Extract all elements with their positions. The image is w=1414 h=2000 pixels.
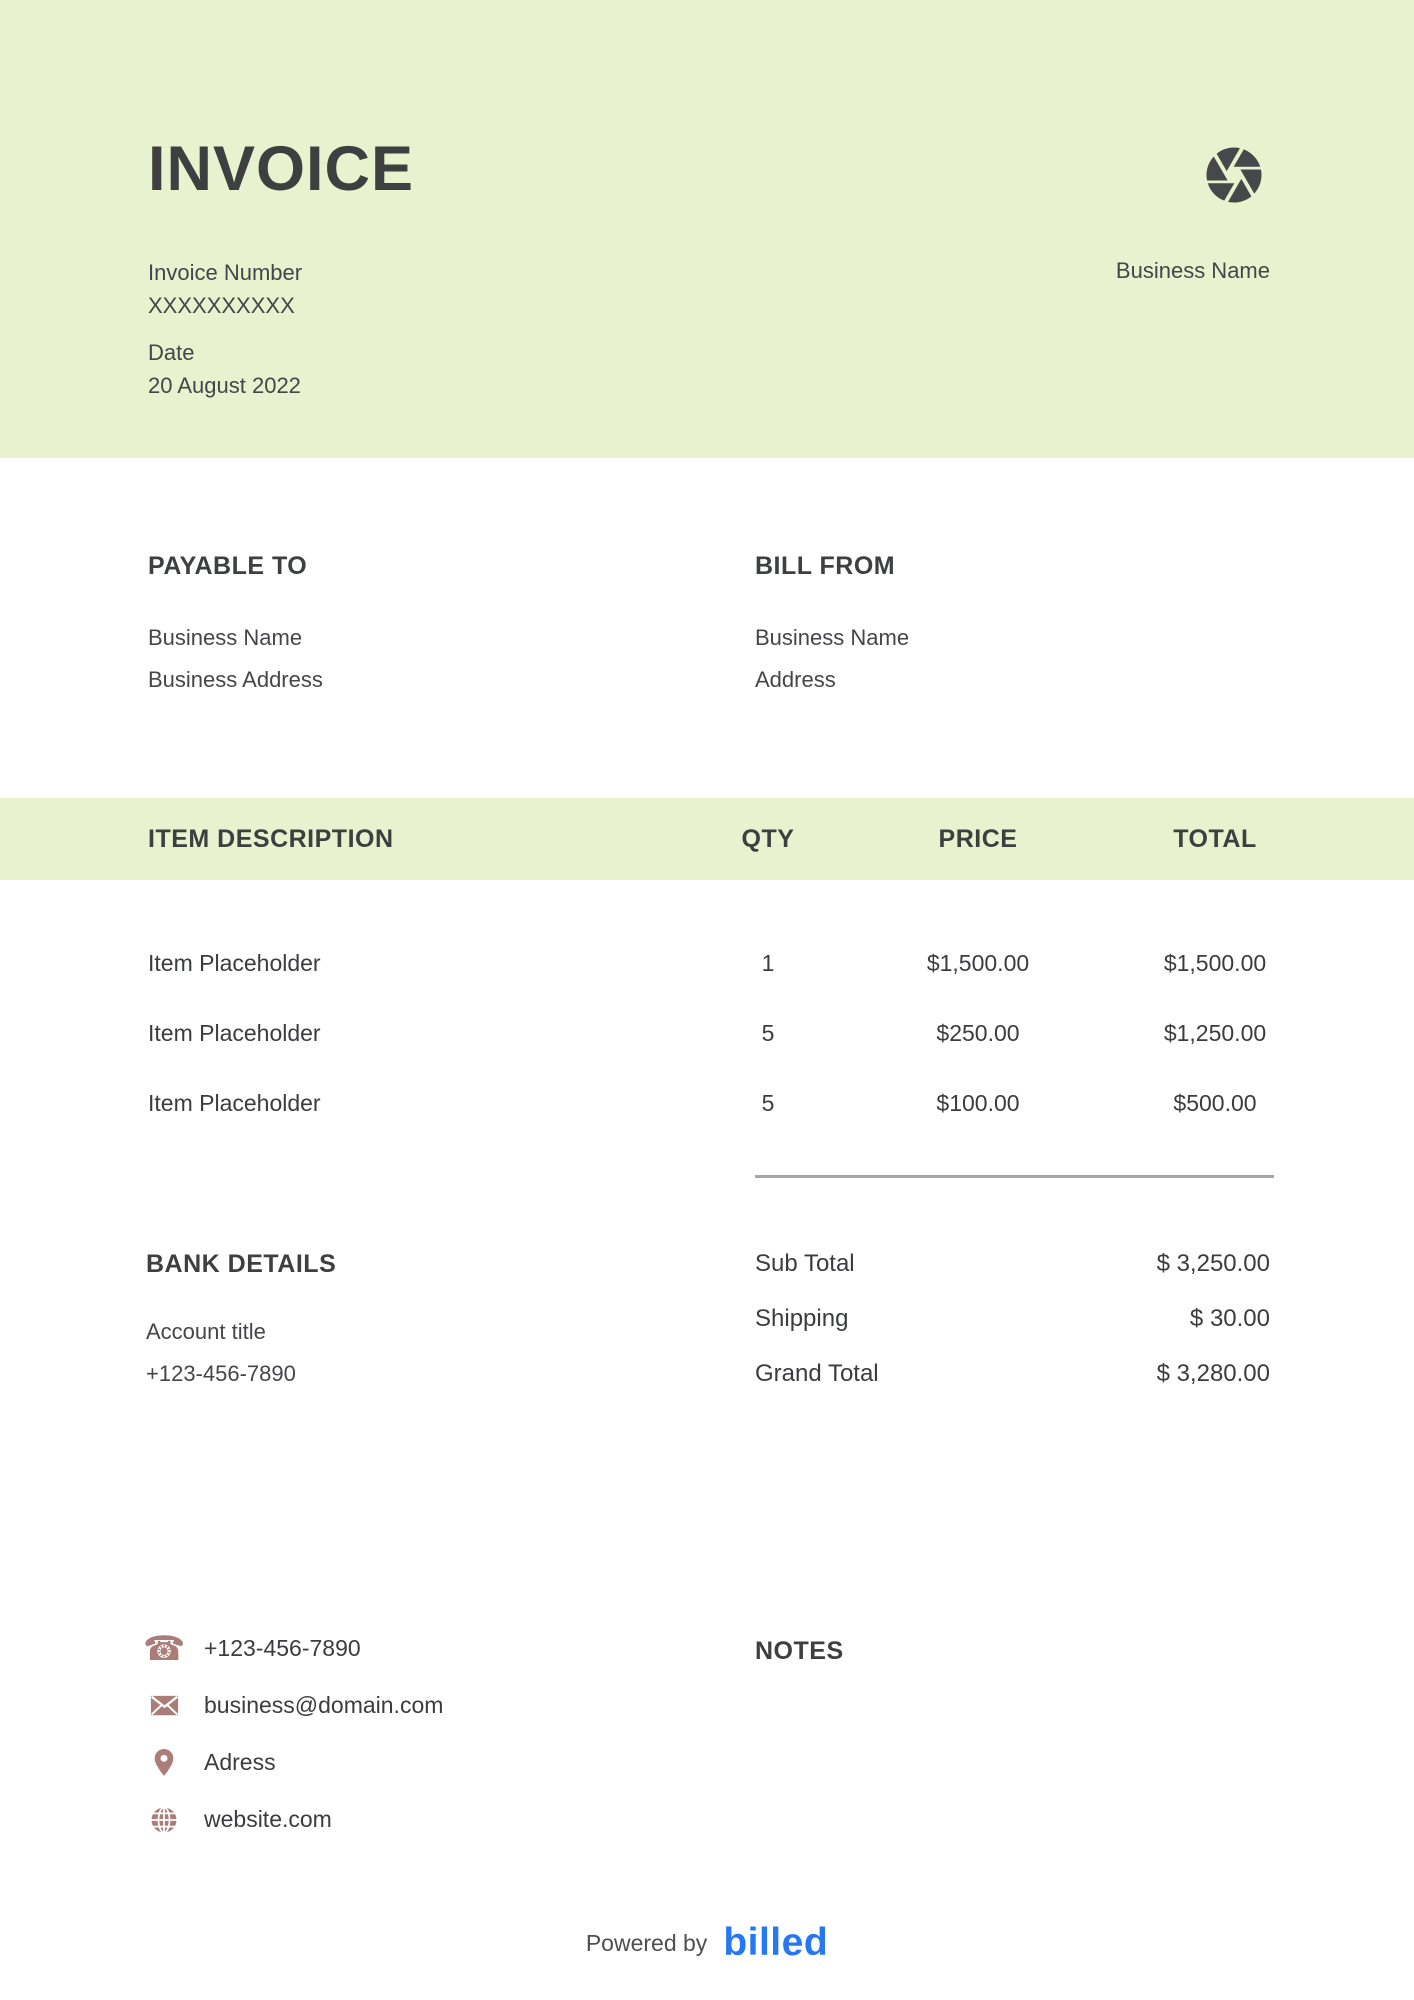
powered-by-label: Powered by	[585, 1929, 708, 1956]
bill-from-name: Business Name	[755, 625, 910, 650]
bank-details-section	[146, 1250, 336, 1395]
payable-to-heading: PAYABLE TO	[148, 552, 308, 580]
contact-phone-row	[142, 1620, 443, 1677]
bill-from-section	[755, 552, 909, 701]
bank-account-number: +123-456-7890	[146, 1361, 296, 1386]
location-icon	[146, 1747, 182, 1779]
contact-website-text: website.com	[204, 1806, 332, 1832]
column-header-total: TOTAL	[1173, 824, 1257, 853]
payable-to-name: Business Name	[148, 625, 303, 650]
payable-to-address: Business Address	[148, 667, 323, 692]
billed-logo: billed	[723, 1921, 829, 1964]
phone-icon: ☎	[142, 1628, 186, 1669]
item-description: Item Placeholder	[148, 949, 321, 976]
invoice-date-value: 20 August 2022	[148, 373, 301, 398]
contact-section	[142, 1620, 444, 1848]
subtotal-value: $ 3,250.00	[1156, 1249, 1270, 1277]
invoice-date-label: Date	[148, 340, 195, 365]
contact-email-text: business@domain.com	[204, 1692, 444, 1718]
item-price: $250.00	[936, 1019, 1020, 1046]
totals-summary	[755, 1236, 1270, 1401]
totals-divider	[755, 1175, 1274, 1178]
table-row	[0, 998, 1414, 1068]
footer	[0, 1921, 1414, 1965]
invoice-date-block	[148, 336, 301, 402]
contact-website-row	[146, 1791, 443, 1848]
item-qty: 5	[761, 1089, 775, 1116]
item-description: Item Placeholder	[148, 1089, 321, 1116]
item-total: $500.00	[1173, 1089, 1257, 1116]
shipping-row	[755, 1291, 1270, 1346]
item-price: $1,500.00	[926, 949, 1030, 976]
payable-to-section	[148, 552, 323, 701]
bill-from-address: Address	[755, 667, 836, 692]
notes-heading: NOTES	[755, 1637, 844, 1665]
column-header-price: PRICE	[938, 824, 1018, 853]
items-table-body	[0, 928, 1414, 1138]
bank-details-heading: BANK DETAILS	[146, 1250, 337, 1278]
contact-address-row	[146, 1734, 443, 1791]
table-row	[0, 928, 1414, 998]
items-table-header	[0, 798, 1414, 880]
grand-total-label: Grand Total	[755, 1359, 879, 1387]
email-icon	[146, 1690, 182, 1721]
item-price: $100.00	[936, 1089, 1020, 1116]
contact-email-row	[146, 1677, 443, 1734]
page-title: INVOICE	[148, 134, 415, 204]
invoice-header-band	[0, 0, 1414, 458]
item-total: $1,250.00	[1163, 1019, 1267, 1046]
subtotal-row	[755, 1236, 1270, 1291]
column-header-qty: QTY	[741, 824, 795, 853]
invoice-number-value: XXXXXXXXXX	[148, 293, 295, 318]
item-description: Item Placeholder	[148, 1019, 321, 1046]
aperture-logo-icon	[1201, 142, 1267, 208]
shipping-label: Shipping	[755, 1304, 849, 1332]
grand-total-row	[755, 1346, 1270, 1401]
contact-address-text: Adress	[204, 1749, 276, 1775]
item-total: $1,500.00	[1163, 949, 1267, 976]
item-qty: 1	[761, 949, 775, 976]
subtotal-label: Sub Total	[755, 1249, 855, 1277]
table-row	[0, 1068, 1414, 1138]
grand-total-value: $ 3,280.00	[1156, 1359, 1270, 1387]
bank-account-title: Account title	[146, 1319, 266, 1344]
header-business-name: Business Name	[1115, 258, 1270, 283]
invoice-number-label: Invoice Number	[148, 260, 303, 285]
shipping-value: $ 30.00	[1189, 1304, 1270, 1332]
invoice-number-block	[148, 256, 302, 322]
contact-phone-text: +123-456-7890	[204, 1635, 361, 1661]
bill-from-heading: BILL FROM	[755, 552, 896, 580]
column-header-description: ITEM DESCRIPTION	[148, 824, 394, 853]
item-qty: 5	[761, 1019, 775, 1046]
globe-icon	[146, 1805, 182, 1835]
